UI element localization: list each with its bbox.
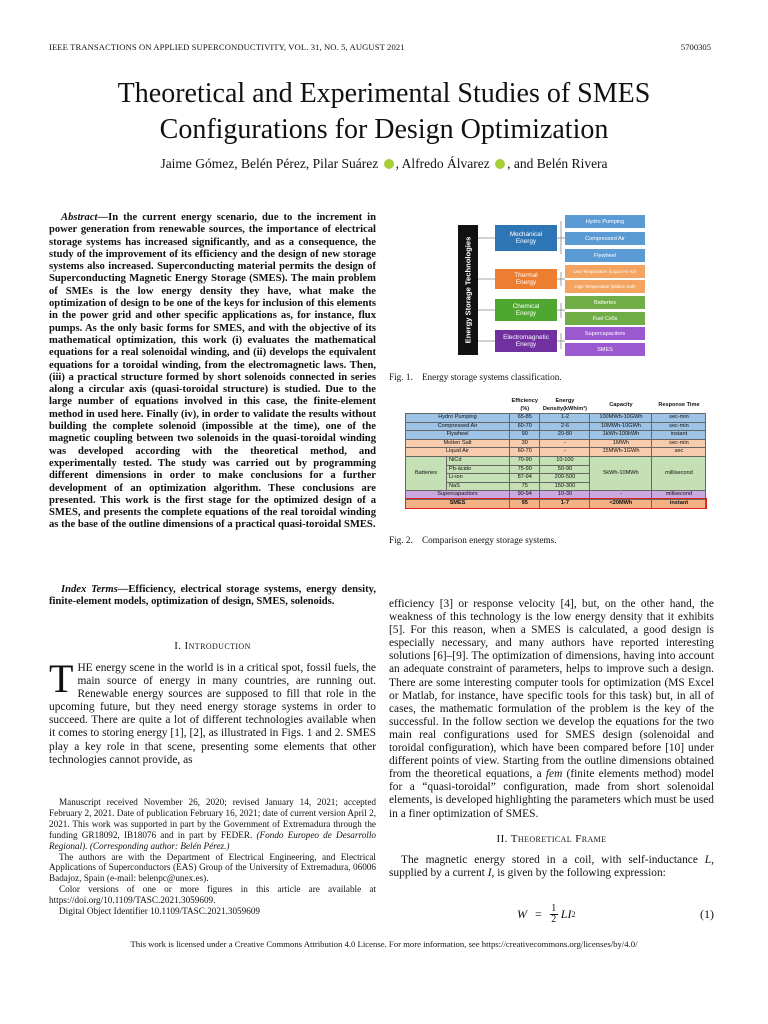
authors-part-1: Jaime Gómez, Belén Pérez, Pilar Suárez [160, 156, 379, 171]
cell-eff: 30 [510, 439, 540, 448]
cell-eff: 60-70 [510, 422, 540, 431]
fem-term: fem [545, 768, 563, 781]
table-row [406, 448, 706, 457]
category-chemical: Chemical Energy [495, 299, 557, 321]
sub-supercapacitors: Supercapacitors [565, 327, 645, 340]
title-line-1: Theoretical and Experimental Studies of SMES [117, 78, 651, 109]
footnote-doi: Digital Object Identifier 10.1109/TASC.2021.3059609 [59, 906, 261, 917]
sub-hydro-pumping: Hydro Pumping [565, 215, 645, 228]
footnotes [49, 797, 376, 917]
col-response-time: Response Time [652, 397, 706, 414]
eq-lhs: W [517, 907, 527, 921]
sub-low-temperature: Low Temperature (Liquid Air H2) [565, 265, 645, 278]
figure-2-table [405, 397, 706, 509]
cell-cap: 15MWh-1GWh [590, 448, 652, 457]
paper-title [0, 76, 768, 148]
fig2-caption-text: Comparison energy storage systems. [421, 535, 557, 545]
sub-fuel-cells: Fuel Cells [565, 312, 645, 325]
footnote-corresponding: (Fondo Europeo de Desarrollo Regional). (Corresponding author: Belén Pérez.) [49, 829, 376, 851]
battery-capacity: 5kWh-10MWh [590, 456, 652, 490]
orcid-icon[interactable] [495, 159, 505, 169]
cell-cap: 100MWh-10GWh [590, 414, 652, 423]
right-p2a: The magnetic energy stored in a coil, with self-inductance [401, 853, 705, 866]
col-capacity: Capacity [590, 397, 652, 414]
abstract-text: In the current energy scenario, due to the increment in power generation from renewable sources, the importance of electrical storage systems has increased significantly, and as a consequence, the study of the improvement of its efficiency and the design of new storage systems also increased. Superconducting material permits the design of Superconducting Magnetic Energy Storage (SMES). The main problem of SMEs is the low energy density they have, what make the optimization of design to be one of the keys for inclusion of this elements in the power grid and other specific applications as, for instance, flux pumps. As the only basic forms for SMES, and with the objective of its mathematical optimization, this work (i) evaluates the mathematical equations for a real solenoidal winding, and (ii) develops the equivalent equations for a toroidal winding, from the electromagnetic laws. Then, (iii) a practical structure formed by short solenoids connected in series along a circular axis (quasi-toroidal structure) is studied. Due to the large number of equations involved in this case, the finite-element method in used here. Finally (iv), in order to validate the results without building the complete solenoid (impossible at the time), one of the magnetic coupling between two solenoids in the quasi-toroidal winding was developed according with the theoretical method, and experimentally tested. The study was carried out by programming different dimensions in order to make conclusions for a further development of an optimization algorithm. These conclusions are presented. This work is the first stage for the optimized design of a SMES, and presents the complete equations of the real toroidal winding as the base of the outline dimensions of a practical quasi-toroidal SMES. [49, 212, 376, 531]
cell-resp: sec-min [652, 414, 706, 423]
author-list [0, 156, 768, 172]
sub-compressed-air: Compressed Air [565, 232, 645, 245]
cell-resp: sec-min [652, 422, 706, 431]
cell-dens: 50-90 [540, 465, 590, 474]
cell-resp: sec [652, 448, 706, 457]
intro-text: HE energy scene in the world is in a critical spot, fossil fuels, the main source of energy in many countries, are running out. Renewable energy sources are supposed to fill that role in the upcoming future, but they need energy storage systems in order to succeed. There are quite a lot of different technologies available when it comes to storing energy [1], [2], as illustrated in Figs. 1 and 2. SMES play a key role in that scene, presenting some elements that other technologies cannot provide, as [49, 662, 376, 766]
fig2-caption-num: Fig. 2. [389, 535, 413, 545]
table-row [406, 439, 706, 448]
authors-part-2: , Alfredo Álvarez [395, 156, 490, 171]
eq-fraction [550, 904, 558, 925]
table-row [406, 456, 706, 465]
side-label: Energy Storage Technologies [463, 236, 473, 344]
table-row [406, 431, 706, 440]
eq-equals: = [535, 907, 542, 921]
cell-cap: - [590, 491, 652, 500]
cell-eff: 75 [510, 482, 540, 491]
eq-label: (1) [700, 907, 714, 921]
right-column-text [389, 598, 714, 880]
cell-eff: 95 [510, 499, 540, 508]
index-terms-label: Index Terms— [61, 584, 129, 595]
row-name: Flywheel [406, 431, 510, 440]
sub-flywheel: Flywheel [565, 249, 645, 262]
eq-denominator: 2 [551, 914, 557, 925]
title-line-2: Configurations for Design Optimization [159, 114, 609, 145]
abstract-label: Abstract— [61, 212, 109, 223]
col-efficiency: Efficiency (%) [511, 398, 538, 412]
right-p1: efficiency [3] or response velocity [4], but, on the other hand, the weakness of this technology is the low energy density that it exhibits [5]. For this reason, when a SMES is calculated, a good design is especially necessary, and many authors have reported interesting solutions [6]–[9]. The optimization of dimensions, having into account an adequate constraint of parameters, helps to improve such a design. There are some interesting computer tools for optimization (MS Excel or Matlab, for instance, have specific tools for this task) but, in all of cases, the mathematic formulation of the problem is the key of the successful. In the follow section we develop the equations for the two main real configurations used for SMES design (solenoidal and toroidal configuration), which have been compared before [10] under different points of view. Starting from the outline dimensions obtained from the theoretical equations, a [389, 598, 714, 781]
index-terms [49, 584, 376, 609]
row-name: Li-ion [447, 474, 510, 483]
cell-resp: sec-min [652, 439, 706, 448]
cell-dens: - [540, 448, 590, 457]
table-row-smes [406, 499, 706, 508]
drop-cap: T [49, 656, 74, 701]
battery-response: millisecond [652, 456, 706, 490]
cell-dens: 1-7 [540, 499, 590, 508]
eq-rhs: LI [560, 907, 572, 921]
cell-dens: 20-80 [540, 431, 590, 440]
footnote-affiliation: The authors are with the Department of Electrical Engineering, and Electrical Applications of Superconductors (EAS) Group of the University of Extremadura, 06006 Badajoz, Spain (e-mail: belenpc@unex.es). [49, 851, 376, 884]
cell-eff: 65-85 [510, 414, 540, 423]
col-energy-density: Energy Density(kWh/m³) [540, 397, 590, 414]
cell-resp: instant [652, 499, 706, 508]
cell-eff: 60-70 [510, 448, 540, 457]
cell-cap: 1kWh-100kWh [590, 431, 652, 440]
batteries-label: Batteries [406, 456, 447, 490]
row-name: Molten Salt [406, 439, 510, 448]
row-name: Liquid Air [406, 448, 510, 457]
cell-eff: 70-90 [510, 456, 540, 465]
cell-dens: 10-100 [540, 456, 590, 465]
cell-eff: 90-94 [510, 491, 540, 500]
eq-numerator: 1 [551, 903, 557, 914]
cell-dens: 10-30 [540, 491, 590, 500]
figure-1-caption [389, 372, 562, 382]
figure-2-caption [389, 535, 557, 545]
cell-eff: 87-94 [510, 474, 540, 483]
eq-exponent: 2 [571, 910, 576, 919]
license-note: This work is licensed under a Creative Commons Attribution 4.0 License. For more information, see https://creativecommons.org/licenses/by/4.0/ [130, 939, 638, 949]
table-row [406, 491, 706, 500]
right-p2c: , is given by the following expression: [491, 866, 666, 879]
cell-eff: 75-90 [510, 465, 540, 474]
index-terms-text: Efficiency, electrical storage systems, energy density, finite-element models, optimization of design, SMES, solenoids. [49, 584, 376, 608]
row-name: Compressed Air [406, 422, 510, 431]
cell-dens: - [540, 439, 590, 448]
cell-resp: instant [652, 431, 706, 440]
intro-paragraph [49, 656, 376, 767]
authors-part-3: , and Belén Rivera [507, 156, 608, 171]
footnote-color: Color versions of one or more figures in this article are available at https://doi.org/10.1109/TASC.2021.3059609. [49, 884, 376, 906]
right-p1b: (finite elements method) model for a “quasi-toroidal” configuration, made from short solenoidal elements, is developed highlighting the parameters which must be used in a finer optimization of SMES. [389, 768, 714, 820]
cell-cap: <20MWh [590, 499, 652, 508]
fig1-caption-text: Energy storage systems classification. [421, 372, 562, 382]
fig1-caption-num: Fig. 1. [389, 372, 413, 382]
cell-dens: 1-2 [540, 414, 590, 423]
sub-batteries: Batteries [565, 296, 645, 309]
table-row [406, 414, 706, 423]
cell-cap: 10MWh-10GWh [590, 422, 652, 431]
cell-dens: 150-300 [540, 482, 590, 491]
sub-high-temperature: High Temperature (Molten Salt) [565, 280, 645, 293]
row-name: Pb-ácido [447, 465, 510, 474]
var-L: L [704, 853, 712, 866]
row-name: Hydro Pumping [406, 414, 510, 423]
footnote-received: Manuscript received November 26, 2020; revised January 14, 2021; accepted February 2, 2021. Date of publication February 16, 2021; date of current version April 2, 2021. This work was supported in part by the Government of Extremadura through the funding GR18092, IB18076 and in part by FEDER. [49, 797, 376, 840]
var-I: I [487, 866, 492, 879]
orcid-icon[interactable] [384, 159, 394, 169]
page-id: 5700305 [680, 42, 711, 52]
row-name: NiCd [447, 456, 510, 465]
cell-cap: 1MWh [590, 439, 652, 448]
right-p2b: , supplied by a current [389, 853, 714, 879]
cell-dens: 200-500 [540, 474, 590, 483]
cell-dens: 2-6 [540, 422, 590, 431]
row-name: Supercapacitors [406, 491, 510, 500]
row-name: SMES [406, 499, 510, 508]
section-heading-theory: II. Theoretical Frame [496, 832, 607, 845]
abstract [49, 212, 376, 532]
section-heading-intro: I. Introduction [174, 640, 251, 652]
journal-header: IEEE TRANSACTIONS ON APPLIED SUPERCONDUCTIVITY, VOL. 31, NO. 5, AUGUST 2021 [49, 42, 405, 52]
category-thermal: Thermal Energy [495, 269, 557, 289]
sub-smes: SMES [565, 343, 645, 356]
category-mechanical: Mechanical Energy [495, 225, 557, 251]
category-electromagnetic: Electromagnetic Energy [495, 330, 557, 352]
figure-1-diagram [458, 213, 648, 358]
cell-resp: milisecond [652, 491, 706, 500]
table-row [406, 422, 706, 431]
row-name: NaS [447, 482, 510, 491]
cell-eff: 90 [510, 431, 540, 440]
